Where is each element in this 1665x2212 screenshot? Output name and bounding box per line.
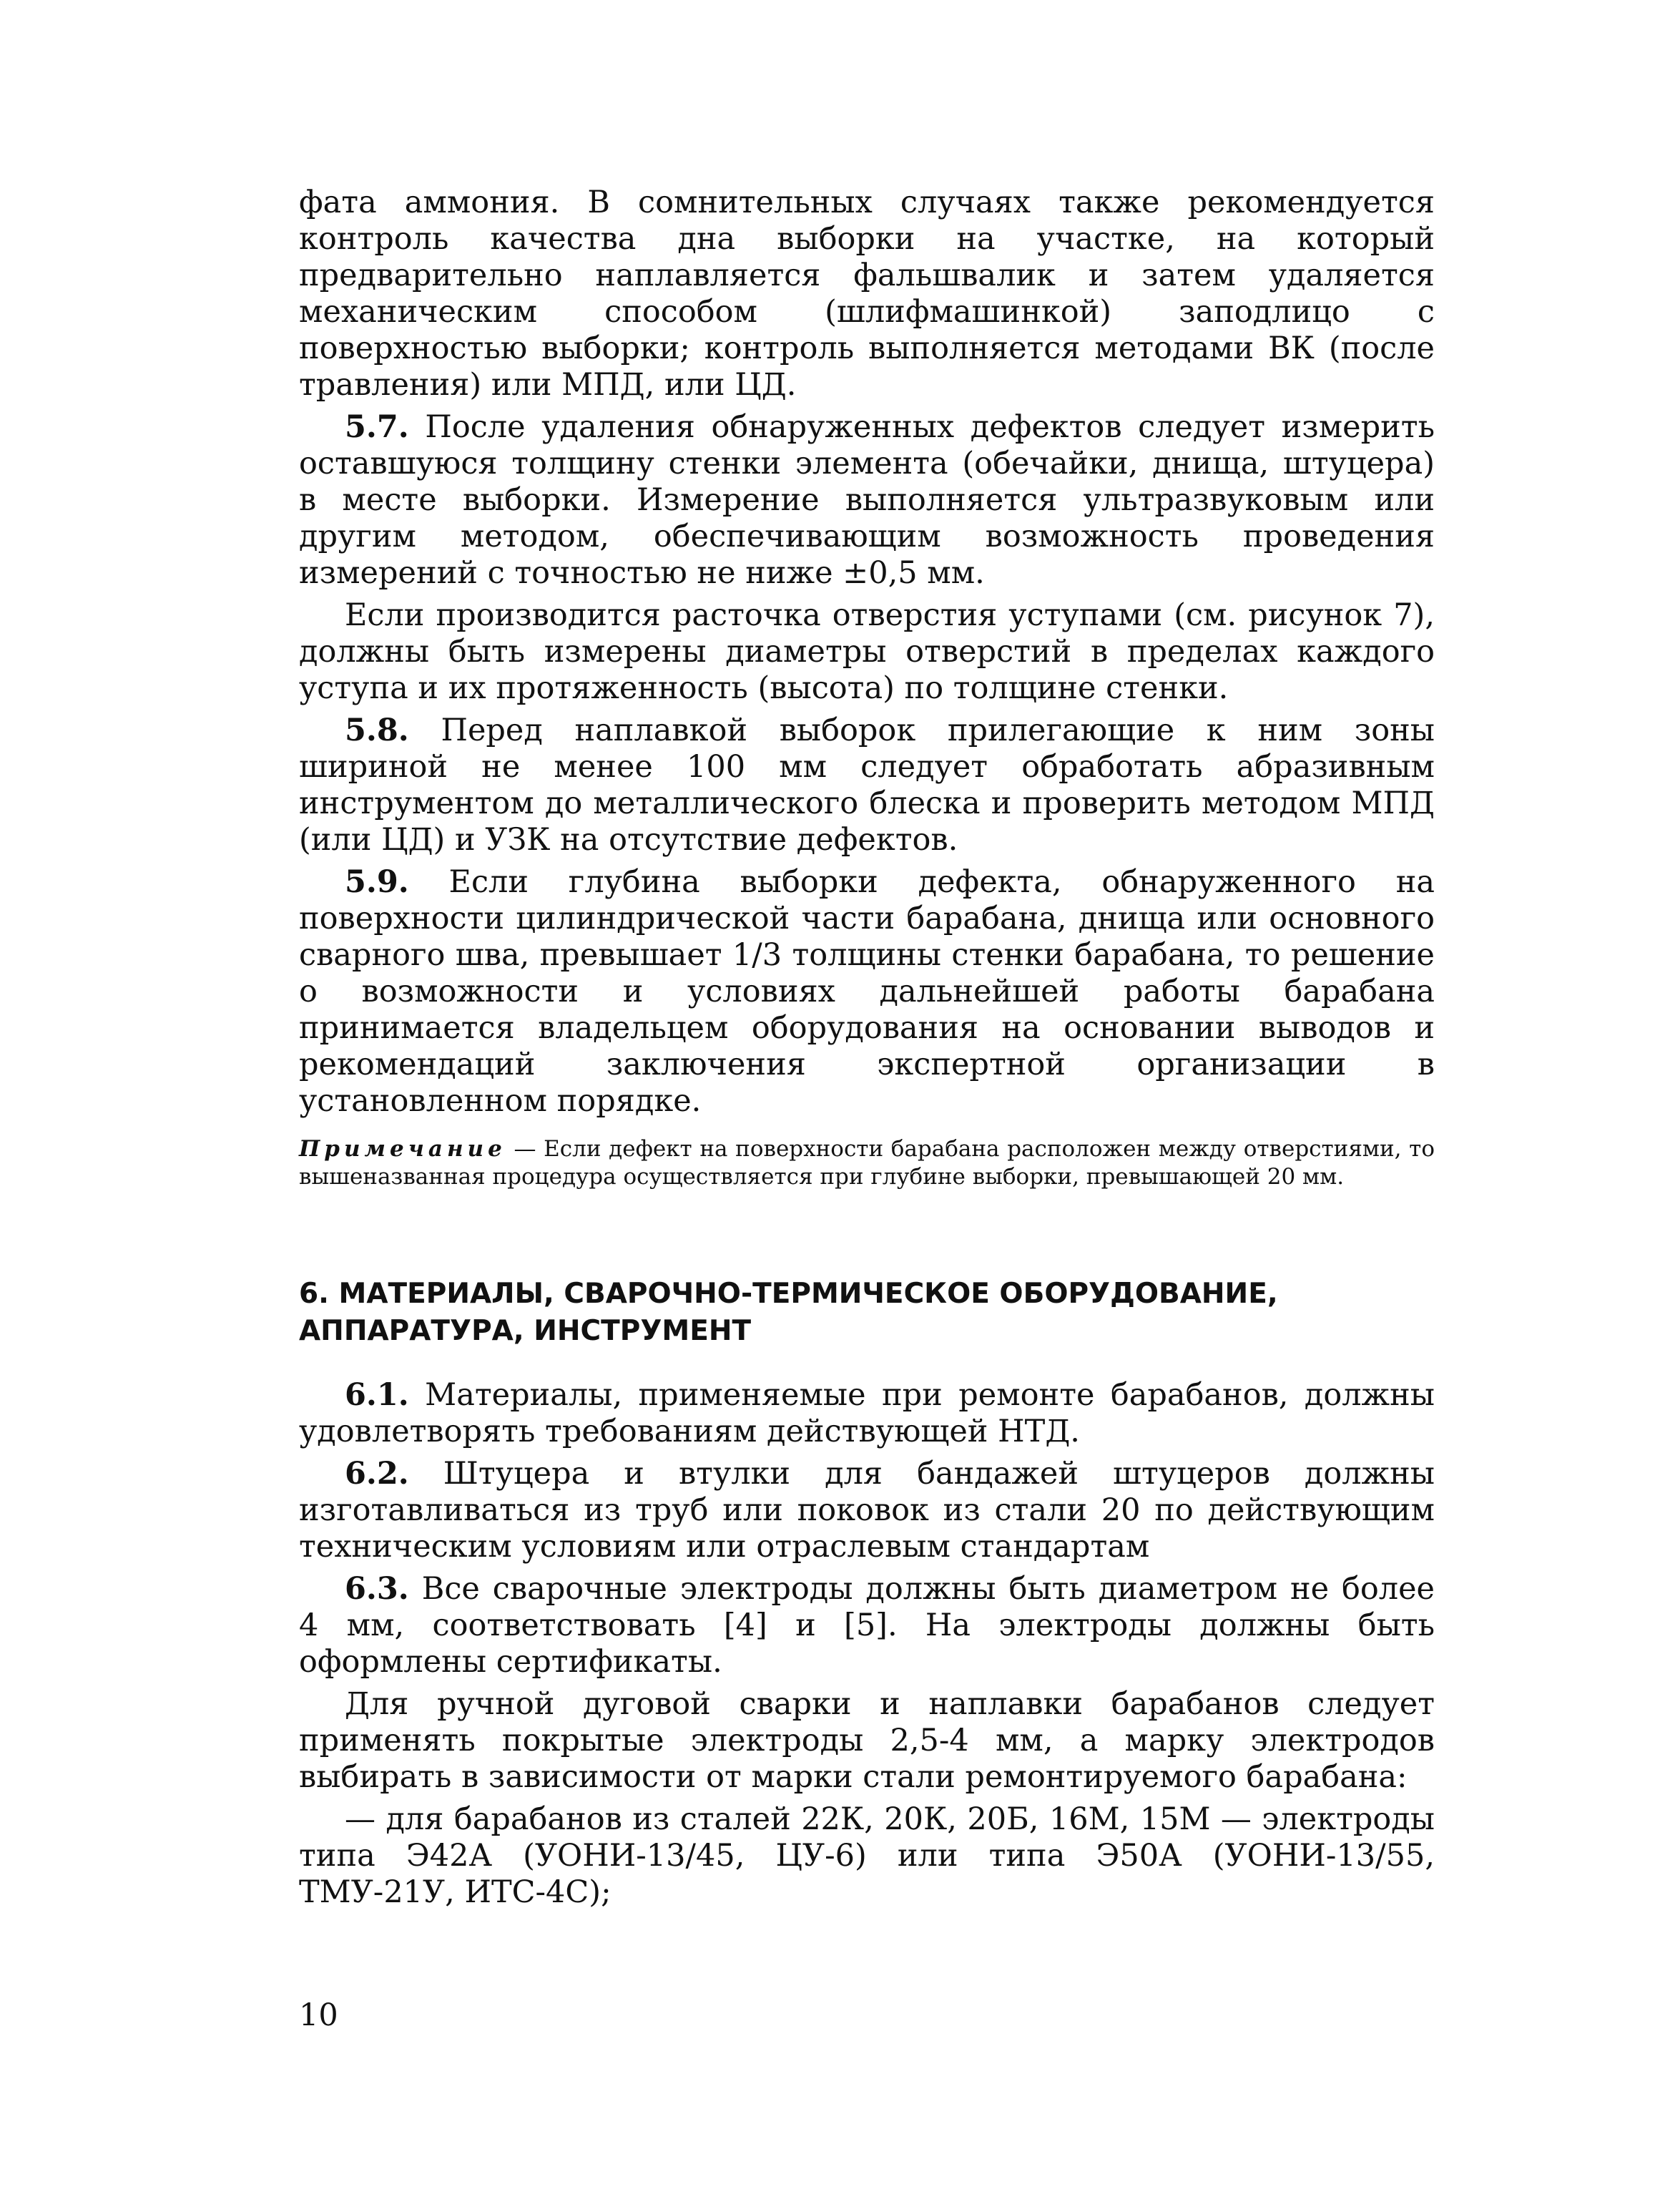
clause-text: Перед наплавкой выборок прилегающие к ним зоны шириной не менее 100 мм следует обработать абразивным инструментом до металлического блеска и проверить методом МПД (или ЦД) и УЗК на отсутствие дефектов. [299, 713, 1435, 858]
clause-number: 6.3. [345, 1571, 409, 1607]
clause-text: После удаления обнаруженных дефектов следует измерить оставшуюся толщину стенки элемента (обечайки, днища, штуцера) в месте выборки. Измерение выполняется ультразвуковым или другим методом, обеспечивающим возможность проведения измерений с точностью не ниже ±0,5 мм. [299, 409, 1435, 591]
clause-number: 5.7. [345, 409, 409, 445]
page-number: 10 [299, 1997, 338, 2033]
clause-text: Все сварочные электроды должны быть диаметром не более 4 мм, соответствовать [4] и [5]. На электроды должны быть оформлены сертификаты. [299, 1571, 1435, 1680]
paragraph-6-3 [299, 1571, 1435, 1680]
note-label: Примечание [299, 1136, 506, 1162]
clause-text: Если глубина выборки дефекта, обнаруженного на поверхности цилиндрической части барабана, днища или основного сварного шва, превышает 1/3 толщины стенки барабана, то решение о возможности и условиях дальнейшей работы барабана принимается владельцем оборудования на основании выводов и рекомендаций заключения экспертной организации в установленном порядке. [299, 864, 1435, 1119]
section-heading-line2: АППАРАТУРА, ИНСТРУМЕНТ [299, 1315, 752, 1347]
paragraph-5-7 [299, 409, 1435, 592]
clause-number: 6.2. [345, 1456, 409, 1492]
paragraph-6-3-c: — для барабанов из сталей 22К, 20К, 20Б, 16М, 15М — электроды типа Э42А (УОНИ-13/45, ЦУ-6) или типа Э50А (УОНИ-13/55, ТМУ-21У, ИТС-4С); [299, 1801, 1435, 1910]
clause-text: Материалы, применяемые при ремонте барабанов, должны удовлетворять требованиям действующей НТД. [299, 1377, 1435, 1449]
section-heading [299, 1276, 1435, 1350]
paragraph-6-2 [299, 1456, 1435, 1565]
body-text [299, 185, 1435, 1911]
paragraph-5-9 [299, 864, 1435, 1120]
paragraph-continuation: фата аммония. В сомнительных случаях также рекомендуется контроль качества дна выборки на участке, на который предварительно наплавляется фальшвалик и затем удаляется механическим способом (шлифмашинкой) заподлицо с поверхностью выборки; контроль выполняется методами ВК (после травления) или МПД, или ЦД. [299, 185, 1435, 403]
clause-number: 5.8. [345, 713, 409, 748]
paragraph-6-3-b: Для ручной дуговой сварки и наплавки барабанов следует применять покрытые электроды 2,5-4 мм, а марку электродов выбирать в зависимости от марки стали ремонтируемого барабана: [299, 1686, 1435, 1795]
paragraph-5-8 [299, 713, 1435, 858]
note [299, 1135, 1435, 1191]
paragraph-5-7-b: Если производится расточка отверстия уступами (см. рисунок 7), должны быть измерены диаметры отверстий в пределах каждого уступа и их протяженность (высота) по толщине стенки. [299, 597, 1435, 706]
clause-number: 6.1. [345, 1377, 409, 1413]
section-heading-line1: 6. МАТЕРИАЛЫ, СВАРОЧНО-ТЕРМИЧЕСКОЕ ОБОРУДОВАНИЕ, [299, 1278, 1278, 1310]
paragraph-6-1 [299, 1377, 1435, 1450]
clause-text: Штуцера и втулки для бандажей штуцеров должны изготавливаться из труб или поковок из стали 20 по действующим техническим условиям или отраслевым стандартам [299, 1456, 1435, 1565]
clause-number: 5.9. [345, 864, 409, 900]
note-text: — Если дефект на поверхности барабана расположен между отверстиями, то вышеназванная процедура осуществляется при глубине выборки, превышающей 20 мм. [299, 1136, 1435, 1190]
